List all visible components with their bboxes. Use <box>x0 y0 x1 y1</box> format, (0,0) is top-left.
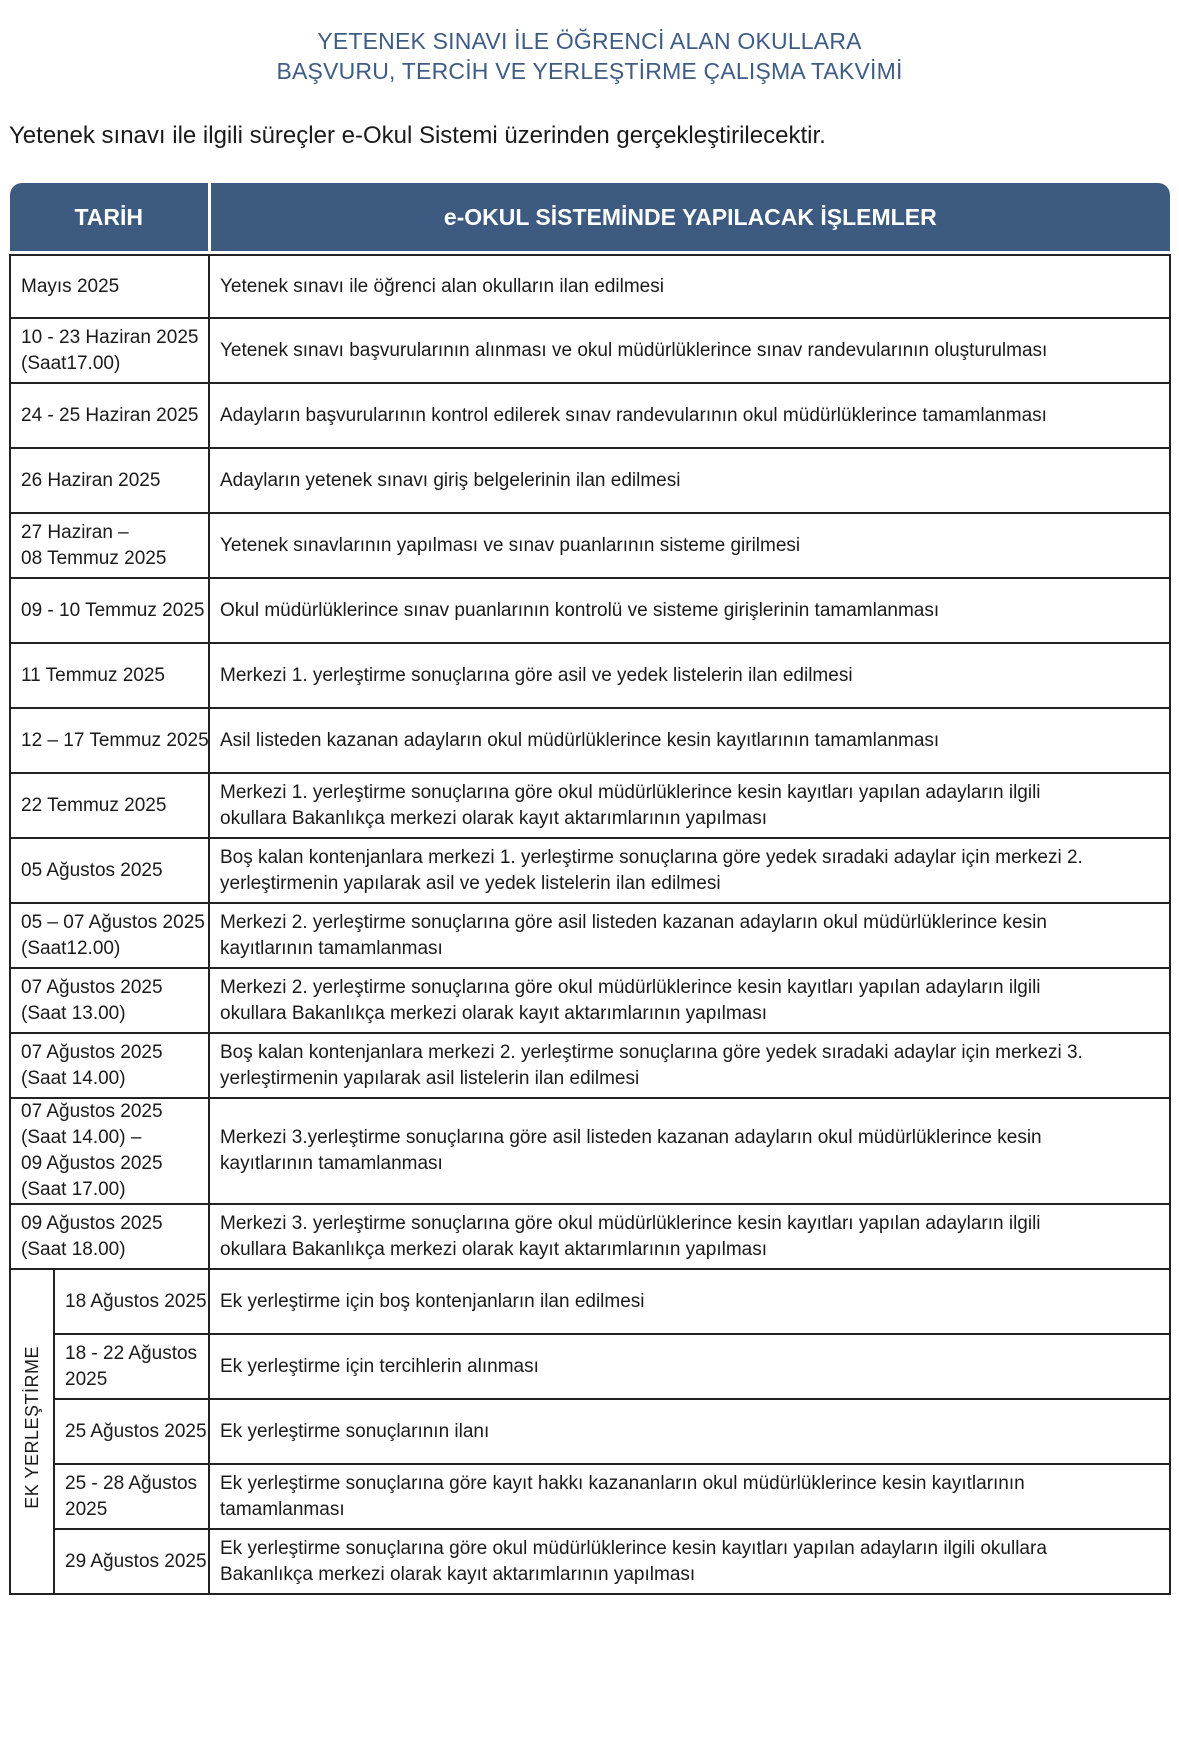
action-line: Boş kalan kontenjanlara merkezi 2. yerleştirme sonuçlarına göre yedek sıradaki adaylar için merkezi 3. <box>220 1041 1083 1063</box>
date-cell <box>54 1464 209 1529</box>
action-line: Merkezi 1. yerleştirme sonuçlarına göre asil ve yedek listelerin ilan edilmesi <box>220 664 853 686</box>
action-cell <box>209 643 1170 708</box>
action-cell <box>209 255 1170 318</box>
intro-text: Yetenek sınavı ile ilgili süreçler e-Okul Sistemi üzerinden gerçekleştirilecektir. <box>9 122 826 149</box>
action-cell <box>209 1529 1170 1594</box>
date-cell <box>54 1399 209 1464</box>
date-cell <box>10 1098 209 1204</box>
action-line: kayıtlarının tamamlanması <box>220 1153 443 1174</box>
action-cell <box>209 1098 1170 1204</box>
date-line: (Saat 17.00) <box>21 1179 126 1200</box>
date-cell <box>10 513 209 578</box>
date-line: 18 Ağustos 2025 <box>65 1290 207 1312</box>
action-line: okullara Bakanlıkça merkezi olarak kayıt aktarımlarının yapılması <box>220 1238 767 1260</box>
header-date: TARİH <box>10 183 209 251</box>
schedule-table-container <box>9 183 1169 1595</box>
schedule-table <box>9 183 1171 1595</box>
table-row <box>10 773 1170 838</box>
action-line: okullara Bakanlıkça merkezi olarak kayıt aktarımlarının yapılması <box>220 1002 767 1024</box>
date-line: 10 - 23 Haziran 2025 <box>21 326 199 348</box>
table-row <box>10 448 1170 513</box>
date-line: 12 – 17 Temmuz 2025 <box>21 729 209 751</box>
date-cell <box>10 838 209 903</box>
action-cell <box>209 513 1170 578</box>
ek-table-row <box>10 1399 1170 1464</box>
action-cell <box>209 383 1170 448</box>
ek-yerlestirme-side-cell <box>10 1269 54 1594</box>
date-line: 05 – 07 Ağustos 2025 <box>21 911 205 933</box>
date-cell <box>10 773 209 838</box>
table-row <box>10 255 1170 318</box>
action-line: Merkezi 1. yerleştirme sonuçlarına göre okul müdürlüklerince kesin kayıtları yapılan adayların ilgili <box>220 781 1041 803</box>
date-cell <box>10 968 209 1033</box>
table-body <box>10 255 1170 1594</box>
title-line-2: BAŞVURU, TERCİH VE YERLEŞTİRME ÇALIŞMA TAKVİMİ <box>276 58 903 84</box>
table-header-row <box>10 183 1170 251</box>
date-line: 26 Haziran 2025 <box>21 469 161 491</box>
date-cell <box>54 1529 209 1594</box>
action-cell <box>209 448 1170 513</box>
date-cell <box>10 708 209 773</box>
date-line: (Saat 13.00) <box>21 1002 126 1024</box>
action-cell <box>209 708 1170 773</box>
date-line: 25 Ağustos 2025 <box>65 1420 207 1442</box>
action-line: Ek yerleştirme sonuçlarının ilanı <box>220 1420 490 1442</box>
ek-table-row <box>10 1334 1170 1399</box>
action-line: Bakanlıkça merkezi olarak kayıt aktarımlarının yapılması <box>220 1563 696 1585</box>
date-line: (Saat12.00) <box>21 937 121 959</box>
action-cell <box>209 903 1170 968</box>
date-line: (Saat 18.00) <box>21 1238 126 1260</box>
date-line: 09 Ağustos 2025 <box>21 1212 163 1234</box>
table-row <box>10 968 1170 1033</box>
date-line: 24 - 25 Haziran 2025 <box>21 404 199 426</box>
action-cell <box>209 1334 1170 1399</box>
action-cell <box>209 1399 1170 1464</box>
date-cell <box>54 1334 209 1399</box>
table-row <box>10 1204 1170 1269</box>
date-line: 2025 <box>65 1498 108 1520</box>
action-line: Okul müdürlüklerince sınav puanlarının kontrolü ve sisteme girişlerinin tamamlanması <box>220 599 940 621</box>
action-line: tamamlanması <box>220 1498 345 1520</box>
action-line: Yetenek sınavı başvurularının alınması ve okul müdürlüklerince sınav randevularının oluşturulması <box>220 339 1048 361</box>
date-line: 11 Temmuz 2025 <box>21 664 165 686</box>
date-line: 25 - 28 Ağustos <box>65 1472 198 1494</box>
table-row <box>10 838 1170 903</box>
action-line: Adayların yetenek sınavı giriş belgelerinin ilan edilmesi <box>220 469 681 491</box>
date-line: 07 Ağustos 2025 <box>21 1041 163 1063</box>
table-row <box>10 903 1170 968</box>
date-line: 09 - 10 Temmuz 2025 <box>21 599 205 621</box>
action-line: Boş kalan kontenjanlara merkezi 1. yerleştirme sonuçlarına göre yedek sıradaki adaylar için merkezi 2. <box>220 846 1083 868</box>
date-line: 07 Ağustos 2025 <box>21 976 163 998</box>
action-line: kayıtlarının tamamlanması <box>220 937 443 959</box>
date-cell <box>54 1269 209 1334</box>
table-row <box>10 513 1170 578</box>
action-cell <box>209 578 1170 643</box>
action-line: Yetenek sınavlarının yapılması ve sınav puanlarının sisteme girilmesi <box>220 534 801 556</box>
action-line: Adayların başvurularının kontrol edilerek sınav randevularının okul müdürlüklerince tamamlanması <box>220 404 1047 426</box>
date-line: (Saat17.00) <box>21 352 121 374</box>
ek-table-row <box>10 1269 1170 1334</box>
action-line: Yetenek sınavı ile öğrenci alan okulların ilan edilmesi <box>220 275 664 297</box>
table-row <box>10 383 1170 448</box>
date-line: 2025 <box>65 1368 108 1390</box>
date-line: (Saat 14.00) <box>21 1067 126 1089</box>
date-line: 05 Ağustos 2025 <box>21 859 163 881</box>
date-line: (Saat 14.00) – <box>21 1127 142 1148</box>
table-row <box>10 708 1170 773</box>
action-line: Ek yerleştirme için tercihlerin alınması <box>220 1355 539 1377</box>
action-cell <box>209 1269 1170 1334</box>
date-cell <box>10 1033 209 1098</box>
table-row <box>10 643 1170 708</box>
action-cell <box>209 1204 1170 1269</box>
date-cell <box>10 1204 209 1269</box>
action-cell <box>209 968 1170 1033</box>
date-cell <box>10 255 209 318</box>
date-line: 18 - 22 Ağustos <box>65 1342 198 1364</box>
ek-table-row <box>10 1529 1170 1594</box>
action-line: Ek yerleştirme için boş kontenjanların ilan edilmesi <box>220 1290 645 1312</box>
title-line-1: YETENEK SINAVI İLE ÖĞRENCİ ALAN OKULLARA <box>317 28 862 54</box>
date-cell <box>10 578 209 643</box>
action-line: Merkezi 2. yerleştirme sonuçlarına göre okul müdürlüklerince kesin kayıtları yapılan adayların ilgili <box>220 976 1041 998</box>
date-line: 08 Temmuz 2025 <box>21 547 167 569</box>
action-cell <box>209 1464 1170 1529</box>
action-line: Merkezi 3.yerleştirme sonuçlarına göre asil listeden kazanan adayların okul müdürlüklerince kesin <box>220 1127 1042 1148</box>
action-line: Merkezi 3. yerleştirme sonuçlarına göre okul müdürlüklerince kesin kayıtları yapılan adayların ilgili <box>220 1212 1041 1234</box>
action-line: Asil listeden kazanan adayların okul müdürlüklerince kesin kayıtlarının tamamlanması <box>220 729 940 751</box>
ek-table-row <box>10 1464 1170 1529</box>
document-title <box>0 26 1179 86</box>
date-line: 27 Haziran – <box>21 521 129 543</box>
action-line: yerleştirmenin yapılarak asil ve yedek listelerin ilan edilmesi <box>220 872 721 894</box>
action-line: yerleştirmenin yapılarak asil listelerin ilan edilmesi <box>220 1067 640 1089</box>
table-row <box>10 318 1170 383</box>
action-line: Ek yerleştirme sonuçlarına göre okul müdürlüklerince kesin kayıtları yapılan adayların ilgili okullara <box>220 1537 1047 1559</box>
date-line: 29 Ağustos 2025 <box>65 1550 207 1572</box>
date-cell <box>10 903 209 968</box>
date-line: 09 Ağustos 2025 <box>21 1153 163 1174</box>
action-cell <box>209 1033 1170 1098</box>
action-line: Ek yerleştirme sonuçlarına göre kayıt hakkı kazananların okul müdürlüklerince kesin kayıtlarının <box>220 1472 1025 1494</box>
action-cell <box>209 838 1170 903</box>
table-row <box>10 1033 1170 1098</box>
action-cell <box>209 773 1170 838</box>
header-action: e-OKUL SİSTEMİNDE YAPILACAK İŞLEMLER <box>209 183 1170 251</box>
ek-yerlestirme-label: EK YERLEŞTİRME <box>22 1346 42 1509</box>
date-line: Mayıs 2025 <box>21 275 120 297</box>
table-row <box>10 578 1170 643</box>
date-cell <box>10 448 209 513</box>
action-line: Merkezi 2. yerleştirme sonuçlarına göre asil listeden kazanan adayların okul müdürlüklerince kesin <box>220 911 1047 933</box>
action-line: okullara Bakanlıkça merkezi olarak kayıt aktarımlarının yapılması <box>220 807 767 829</box>
date-line: 07 Ağustos 2025 <box>21 1101 163 1122</box>
date-line: 22 Temmuz 2025 <box>21 794 167 816</box>
action-cell <box>209 318 1170 383</box>
date-cell <box>10 643 209 708</box>
date-cell <box>10 383 209 448</box>
table-row <box>10 1098 1170 1204</box>
date-cell <box>10 318 209 383</box>
